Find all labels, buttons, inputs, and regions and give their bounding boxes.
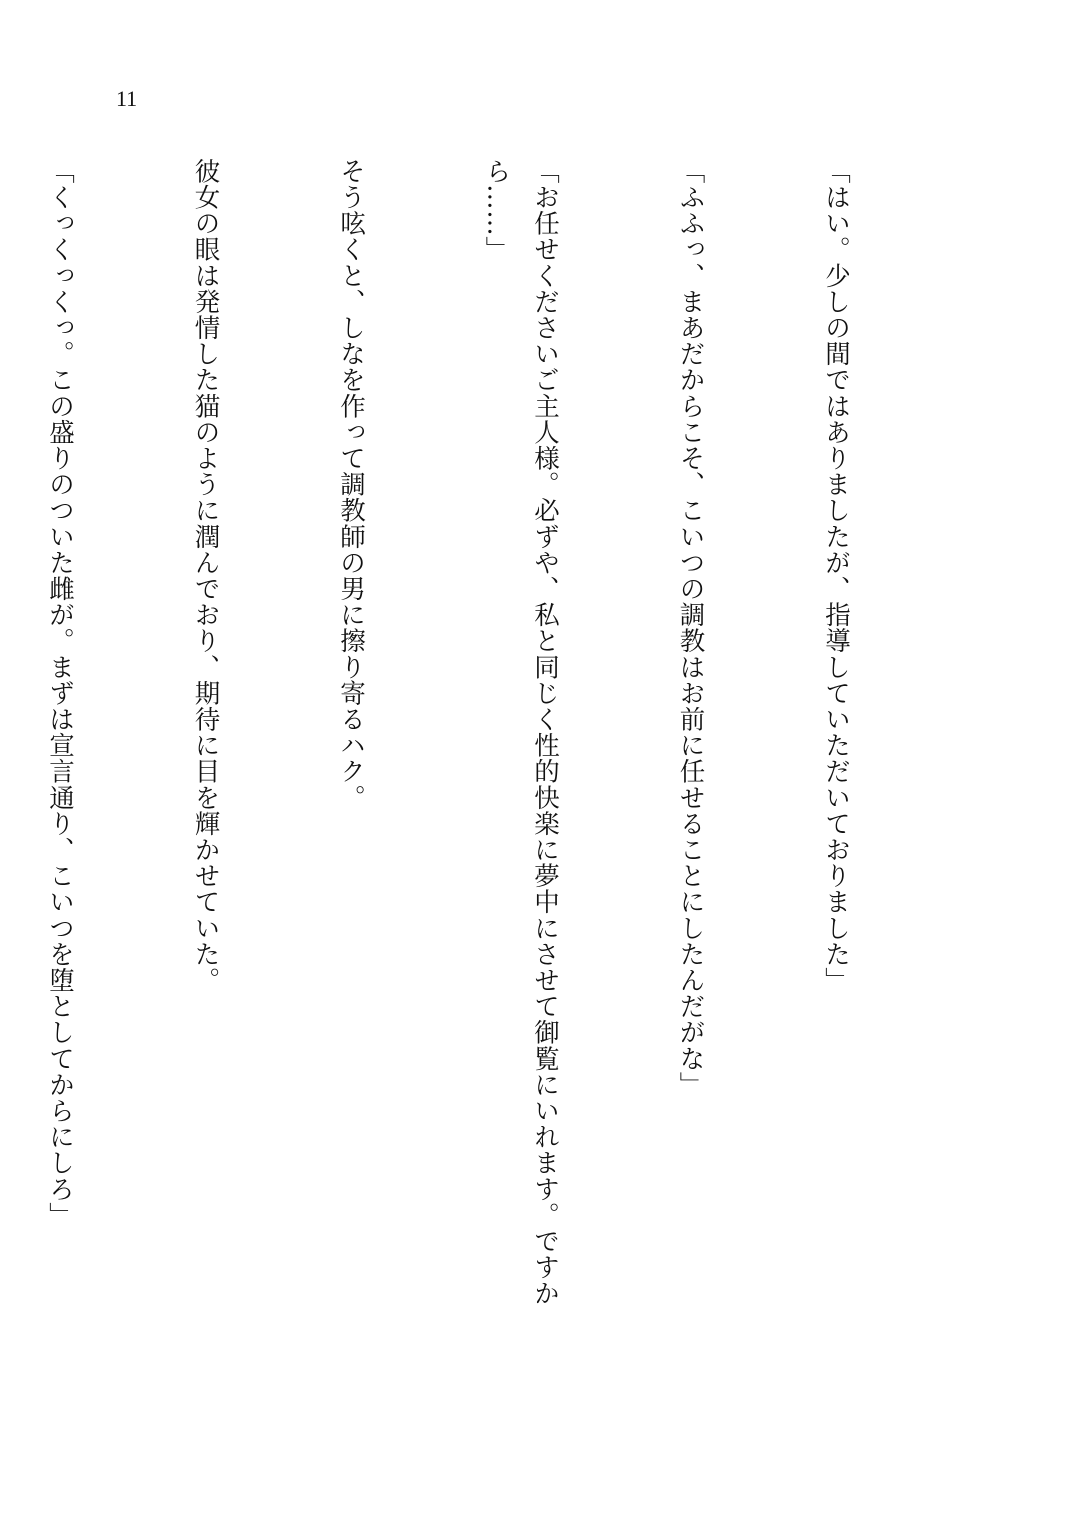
- page-body: [0, 158, 957, 1378]
- text-line: 「くっくっくっ。この盛りのついた雌が。まずは宣言通り、こいつを堕としてからにしろ」: [45, 158, 75, 1229]
- text-line: 「お任せくださいご主人様。必ずや、私と同じく性的快楽に夢中にさせて御覧にいれます。ですから……」: [481, 158, 560, 1307]
- text-line: 「はい。少しの間ではありましたが、指導していただいておりました」: [821, 158, 851, 994]
- text-line: そう呟くと、しなを作って調教師の男に擦り寄るハク。: [336, 158, 366, 811]
- text-line: 彼女の眼は発情した猫のように潤んでおり、期待に目を輝かせていた。: [190, 158, 221, 994]
- page-number: 11: [116, 86, 138, 111]
- text-line: 「ふふっ、まあだからこそ、こいつの調教はお前に任せることにしたんだがな」: [675, 158, 706, 1098]
